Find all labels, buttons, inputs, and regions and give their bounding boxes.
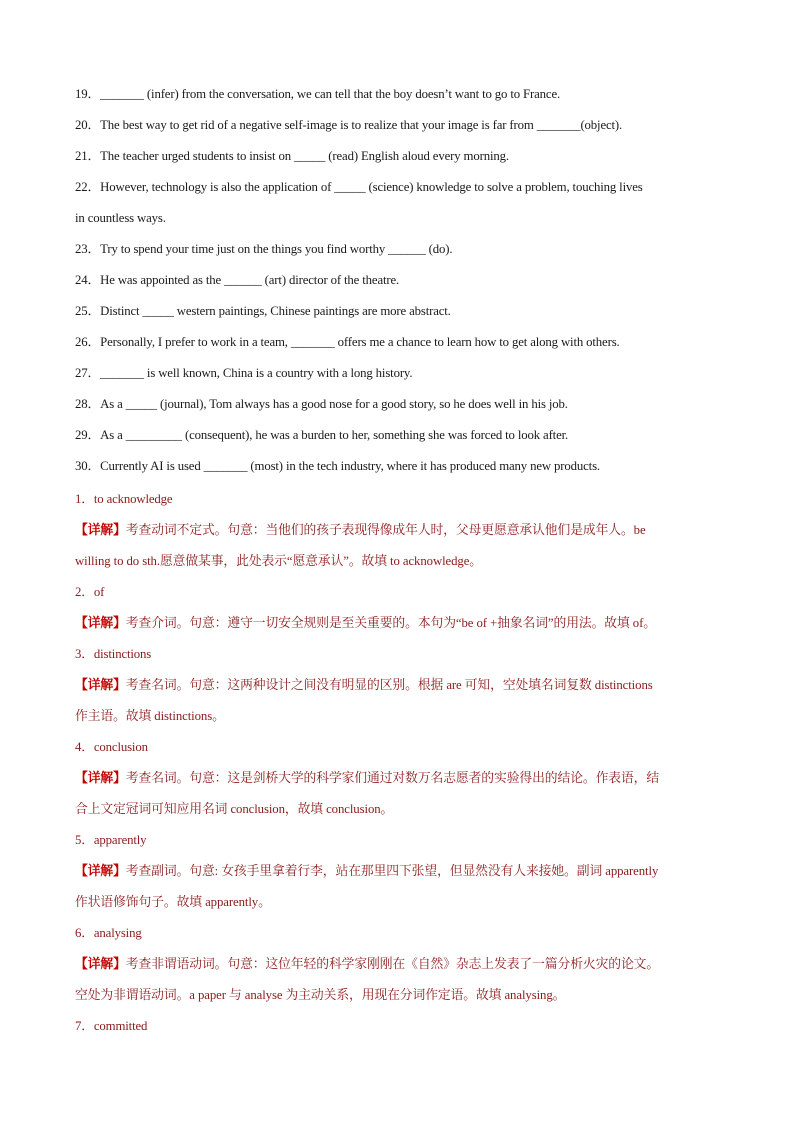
question-text-continued: in countless ways. — [75, 211, 166, 225]
question-text: 19．_______ (infer) from the conversation, we can tell that the boy doesn’t want to go to France. — [75, 87, 561, 101]
explanation-text: 考查介词。句意：遵守一切安全规则是至关重要的。本句为“be of +抽象名词”的用法。故填 of。 — [125, 616, 656, 630]
explanation — [75, 949, 720, 1011]
question-item — [75, 110, 725, 141]
explanation — [75, 670, 720, 732]
explanation-tag: 【详解】 — [75, 523, 126, 537]
question-text: 29．As a _________ (consequent), he was a burden to her, something she was forced to look after. — [75, 428, 569, 442]
explanation-text: 考查副词。句意: 女孩手里拿着行李，站在那里四下张望，但显然没有人来接她。副词 apparently — [125, 864, 659, 878]
explanation-text: willing to do sth.愿意做某事，此处表示“愿意承认”。故填 to acknowledge。 — [75, 554, 483, 568]
question-item — [75, 451, 725, 482]
explanation-text: 作主语。故填 distinctions。 — [75, 709, 225, 723]
question-text: 27．_______ is well known, China is a country with a long history. — [75, 366, 413, 380]
question-text: 28．As a _____ (journal), Tom always has a good nose for a good story, so he does well in his job. — [75, 397, 568, 411]
answer-item: 1．to acknowledge — [75, 492, 173, 506]
explanation-tag: 【详解】 — [75, 864, 126, 878]
explanation — [75, 608, 720, 639]
explanation-text: 考查名词。句意：这是剑桥大学的科学家们通过对数万名志愿者的实验得出的结论。作表语，结 — [125, 771, 660, 785]
explanation-text: 考查名词。句意：这两种设计之间没有明显的区别。根据 are 可知，空处填名词复数 distinctions — [125, 678, 653, 692]
explanation-text: 考查非谓语动词。句意：这位年轻的科学家刚刚在《自然》杂志上发表了一篇分析火灾的论文。 — [125, 957, 660, 971]
explanation — [75, 763, 720, 825]
question-text: 30．Currently AI is used _______ (most) in the tech industry, where it has produced many new products. — [75, 459, 600, 473]
question-item — [75, 420, 725, 451]
question-text: 24．He was appointed as the ______ (art) director of the theatre. — [75, 273, 400, 287]
question-text: 20．The best way to get rid of a negative self-image is to realize that your image is far from _______(object). — [75, 118, 623, 132]
question-list — [75, 79, 725, 482]
question-item — [75, 389, 725, 420]
explanation-text: 空处为非谓语动词。a paper 与 analyse 为主动关系，用现在分词作定语。故填 analysing。 — [75, 988, 566, 1002]
answer-item: 2．of — [75, 585, 105, 599]
explanation-tag: 【详解】 — [75, 957, 126, 971]
answer-item: 5．apparently — [75, 833, 147, 847]
answer-item: 6．analysing — [75, 926, 142, 940]
question-item — [75, 327, 725, 358]
question-item — [75, 79, 725, 110]
question-item — [75, 234, 725, 265]
question-item — [75, 358, 725, 389]
question-text: 23．Try to spend your time just on the things you find worthy ______ (do). — [75, 242, 453, 256]
explanation-tag: 【详解】 — [75, 771, 126, 785]
explanation — [75, 856, 720, 918]
answer-item: 7．committed — [75, 1019, 148, 1033]
answer-item: 3．distinctions — [75, 647, 152, 661]
answer-key — [75, 484, 735, 1042]
question-item — [75, 172, 725, 234]
question-text: 22．However, technology is also the application of _____ (science) knowledge to solve a problem, touching lives — [75, 180, 643, 194]
answer-item: 4．conclusion — [75, 740, 148, 754]
explanation-tag: 【详解】 — [75, 616, 126, 630]
question-item — [75, 296, 725, 327]
question-item — [75, 141, 725, 172]
question-text: 26．Personally, I prefer to work in a team, _______ offers me a chance to learn how to get along with others. — [75, 335, 620, 349]
explanation-tag: 【详解】 — [75, 678, 126, 692]
explanation-text: 合上文定冠词可知应用名词 conclusion，故填 conclusion。 — [75, 802, 394, 816]
question-text: 21．The teacher urged students to insist on _____ (read) English aloud every morning. — [75, 149, 509, 163]
explanation-text: 考查动词不定式。句意：当他们的孩子表现得像成年人时，父母更愿意承认他们是成年人。be — [125, 523, 646, 537]
explanation — [75, 515, 720, 577]
question-text: 25．Distinct _____ western paintings, Chinese paintings are more abstract. — [75, 304, 451, 318]
explanation-text: 作状语修饰句子。故填 apparently。 — [75, 895, 271, 909]
question-item — [75, 265, 725, 296]
